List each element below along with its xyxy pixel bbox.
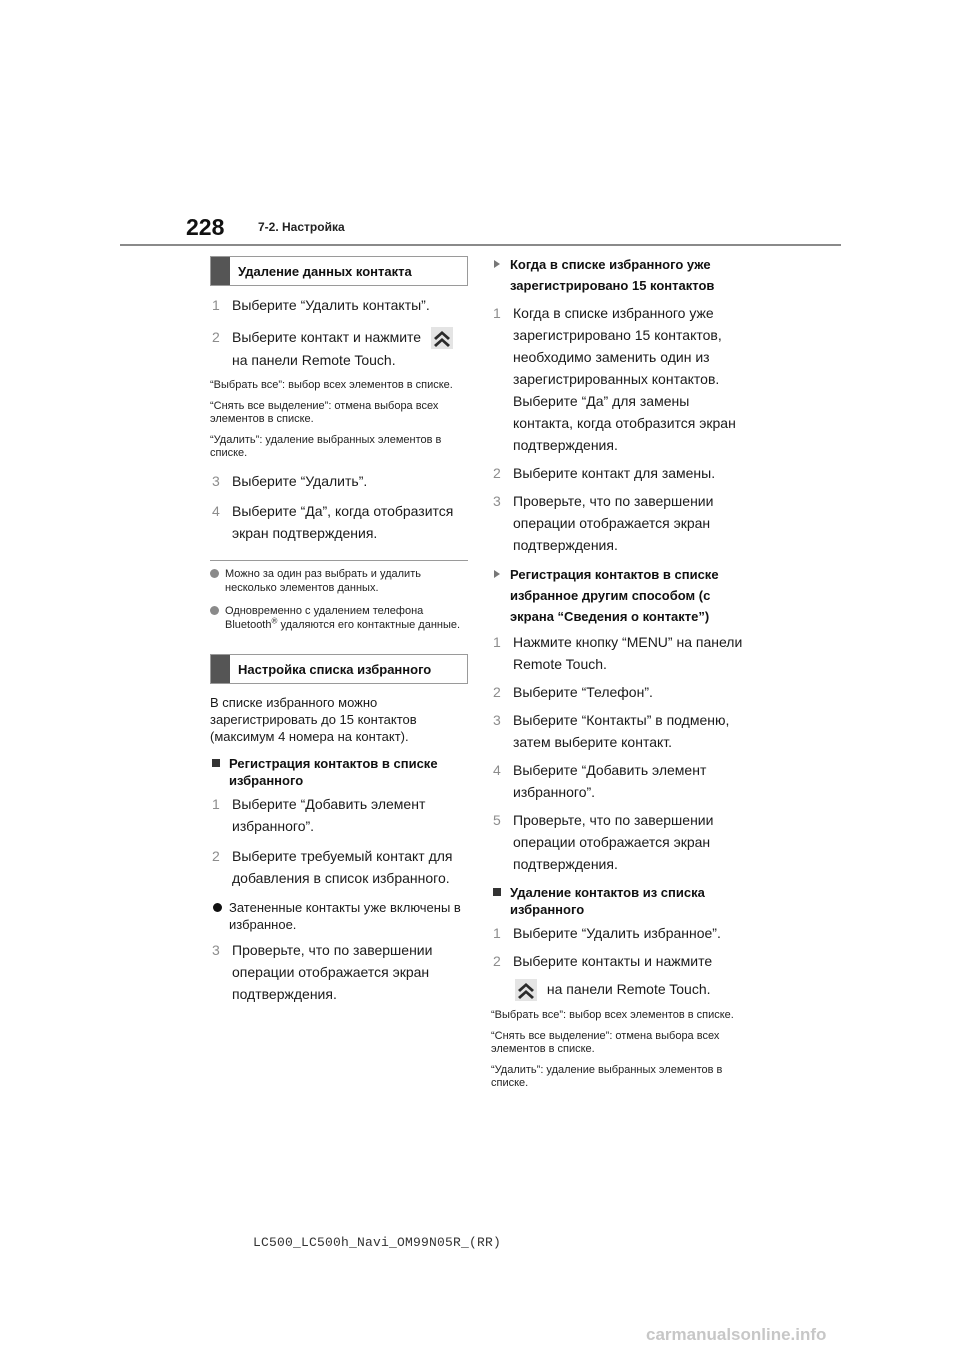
info-text: Одновременно с удалением телефона Bluetooth (225, 605, 424, 632)
left-column (210, 256, 468, 1005)
step-text: Выберите “Добавить элемент избранного”. (232, 796, 426, 835)
step-number: 5 (493, 812, 501, 828)
step-text: Выберите контакты и нажмите (513, 953, 713, 969)
step-number: 2 (212, 848, 220, 865)
section-box-favorites (210, 654, 468, 684)
step-number: 2 (212, 329, 220, 345)
section-title: 7-2. Настройка (258, 220, 345, 234)
section-box-title: Настройка списка избранного (238, 661, 432, 677)
step (210, 500, 468, 544)
watermark: carmanualsonline.info (646, 1325, 827, 1344)
step-number: 4 (212, 503, 220, 520)
step-continuation (210, 349, 468, 371)
step-number: 3 (493, 712, 501, 728)
registered-mark: ® (271, 616, 278, 626)
step-text: Выберите “Добавить элемент избранного”. (513, 762, 707, 800)
step (210, 294, 468, 316)
step (491, 631, 753, 675)
bullet-text: Затененные контакты уже включены в избранное. (229, 900, 461, 933)
step-number: 1 (212, 796, 220, 813)
step-text: Выберите “Удалить”. (232, 473, 368, 490)
step-text: Проверьте, что по завершении операции отображается экран подтверждения. (513, 812, 714, 872)
step (491, 302, 753, 456)
step-number: 1 (493, 925, 501, 941)
info-text: Можно за один раз выбрать и удалить несколько элементов данных. (225, 568, 421, 595)
step-text: Проверьте, что по завершении операции отображается экран подтверждения. (513, 493, 714, 553)
step (210, 326, 468, 349)
step-number: 4 (493, 762, 501, 778)
info-item (210, 604, 468, 632)
step (491, 922, 753, 944)
header-rule (120, 244, 841, 246)
step-text: Нажмите кнопку “MENU” на панели Remote Touch. (513, 634, 743, 672)
remote-touch-enter-icon (431, 327, 453, 349)
step-text: Выберите “Телефон”. (513, 684, 653, 700)
step-number: 1 (493, 305, 501, 321)
triangle-heading-text: Когда в списке избранного уже зарегистрировано 15 контактов (510, 257, 715, 293)
note: “Удалить”: удаление выбранных элементов в списке. (210, 434, 442, 460)
step-number: 2 (493, 465, 501, 481)
sub-heading-text: Регистрация контактов в списке избранного (229, 756, 438, 789)
section-box-title: Удаление данных контакта (238, 263, 412, 279)
step-number: 1 (493, 634, 501, 650)
note: “Снять все выделение”: отмена выбора всех элементов в списке. (210, 400, 439, 426)
step-text: Выберите контакт и нажмите (232, 329, 422, 345)
paragraph: В списке избранного можно зарегистрировать до 15 контактов (максимум 4 номера на контакт). (210, 695, 417, 745)
triangle-heading-text: Регистрация контактов в списке избранное другим способом (с экрана “Сведения о контакте”) (510, 567, 719, 624)
step (491, 490, 753, 556)
sub-heading-text: Удаление контактов из списка избранного (510, 885, 705, 917)
step-number: 2 (493, 953, 501, 969)
step (210, 939, 468, 1005)
triangle-heading (491, 564, 753, 627)
square-bullet (212, 759, 220, 767)
step (210, 845, 468, 889)
info-text: удаляются его контактные данные. (277, 619, 461, 632)
remote-touch-enter-icon (515, 979, 537, 1001)
triangle-bullet (494, 260, 500, 268)
step-text: Выберите “Да”, когда отобразится экран подтверждения. (232, 503, 454, 542)
step (491, 709, 753, 753)
step-continuation (491, 978, 753, 1001)
right-column (491, 254, 753, 1090)
step (210, 793, 468, 837)
note: “Выбрать все”: выбор всех элементов в списке. (491, 1009, 734, 1022)
step (491, 759, 753, 803)
step-text: Выберите “Удалить контакты”. (232, 297, 430, 313)
step (491, 462, 753, 484)
step (491, 950, 753, 972)
note: “Удалить”: удаление выбранных элементов в списке. (491, 1064, 723, 1090)
step-text: Выберите “Контакты” в подменю, затем выберите контакт. (513, 712, 730, 750)
document-code: LC500_LC500h_Navi_OM99N05R_(RR) (253, 1235, 502, 1250)
info-rule (210, 560, 468, 561)
sub-heading (491, 884, 753, 918)
step-text: Проверьте, что по завершении операции отображается экран подтверждения. (232, 942, 433, 1003)
step (491, 809, 753, 875)
step-number: 3 (212, 942, 220, 959)
bullet-item (210, 899, 468, 933)
step (491, 681, 753, 703)
step-text: на панели Remote Touch. (232, 352, 396, 369)
step-number: 3 (212, 473, 220, 490)
step-number: 2 (493, 684, 501, 700)
step-number: 3 (493, 493, 501, 509)
triangle-heading (491, 254, 753, 296)
note: “Выбрать все”: выбор всех элементов в списке. (210, 379, 453, 392)
section-box-delete-contact (210, 256, 468, 286)
info-bullet (210, 606, 219, 615)
step-text: Выберите требуемый контакт для добавления в список избранного. (232, 848, 453, 887)
step-text: на панели Remote Touch. (546, 981, 711, 997)
bullet-dot (213, 903, 222, 912)
step (210, 470, 468, 492)
note: “Снять все выделение”: отмена выбора всех элементов в списке. (491, 1030, 720, 1056)
info-bullet (210, 569, 219, 578)
step-text: Когда в списке избранного уже зарегистрировано 15 контактов, необходимо заменить один из зарегистрированных контактов. Выберите “Да” для замены контакта, когда отобразится экран подтверждения. (513, 305, 736, 453)
section-marker (211, 257, 230, 285)
step-text: Выберите контакт для замены. (513, 465, 716, 481)
section-marker (211, 655, 230, 683)
step-number: 1 (212, 297, 220, 313)
square-bullet (493, 888, 501, 896)
sub-heading (210, 755, 468, 789)
info-item (210, 567, 468, 595)
triangle-bullet (494, 570, 500, 578)
page-number: 228 (186, 214, 225, 240)
step-text: Выберите “Удалить избранное”. (513, 925, 721, 941)
